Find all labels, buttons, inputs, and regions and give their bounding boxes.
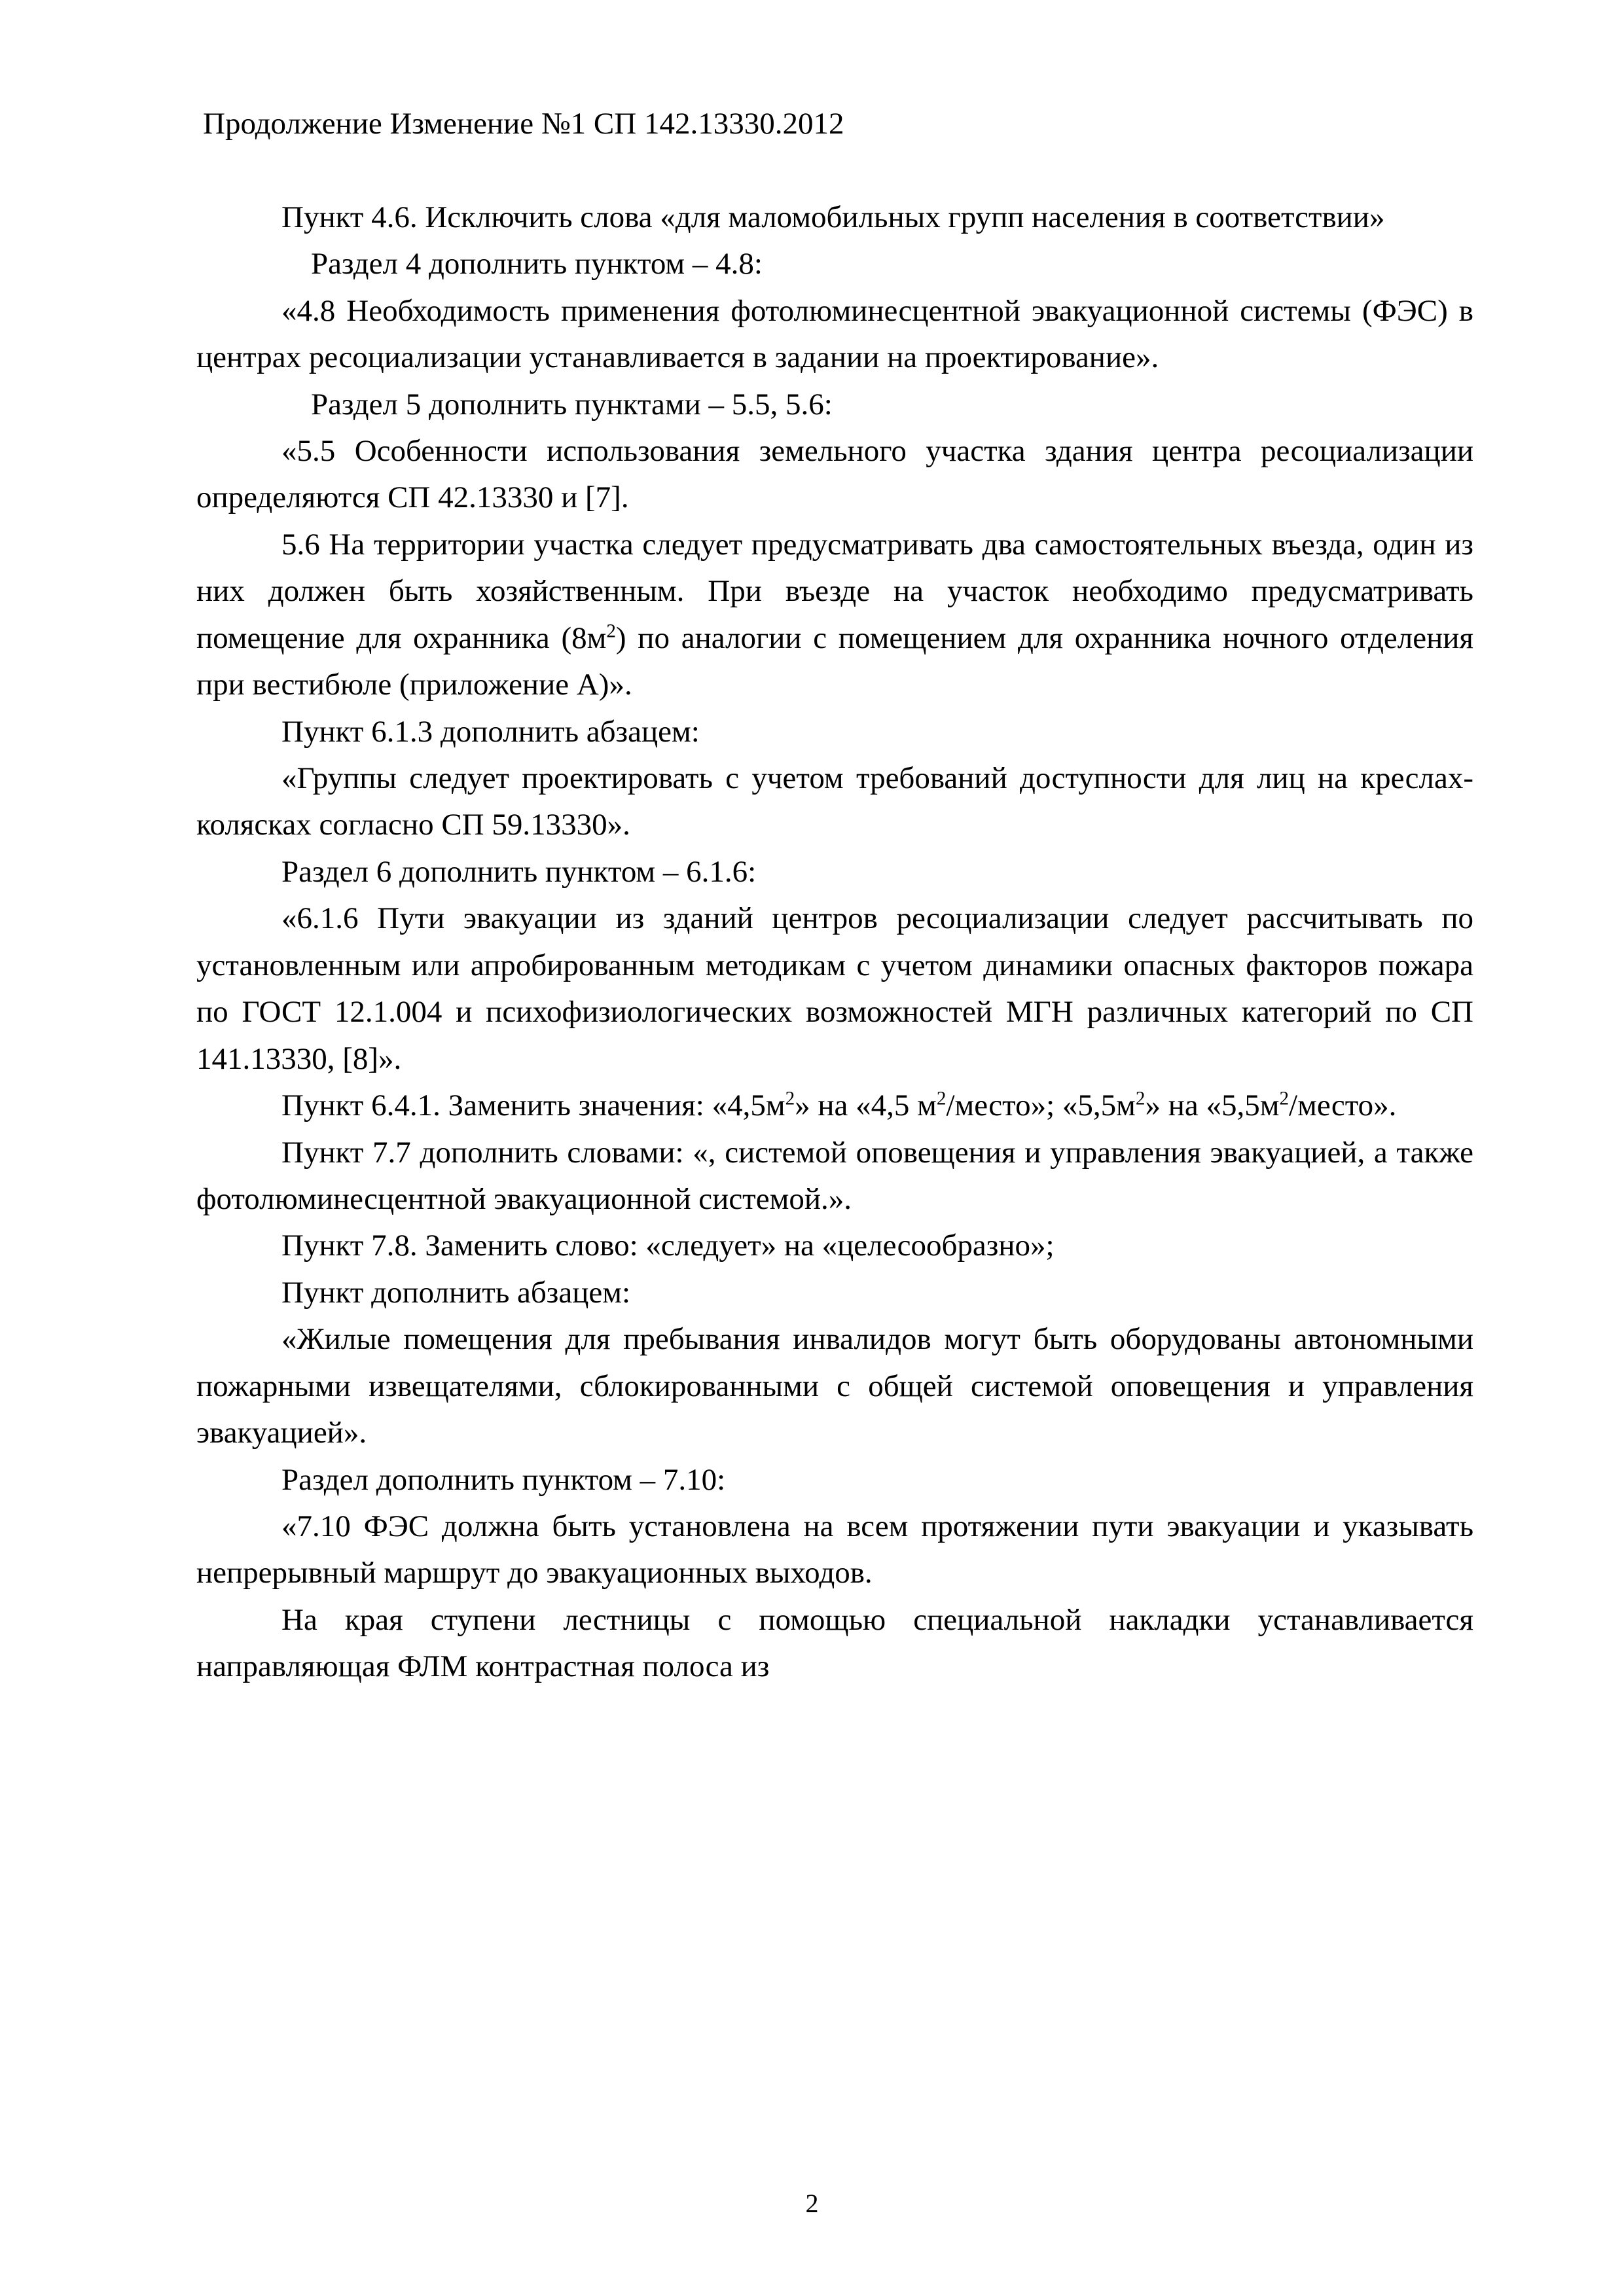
- text-run: «7.10 ФЭС должна быть установлена на всем протяжении пути эвакуации и указывать непрерывный маршрут до эвакуационных выходов.: [196, 1509, 1473, 1590]
- text-run: Пункт 4.6. Исключить слова «для маломобильных групп населения в соответствии»: [281, 200, 1385, 234]
- paragraph-p-kraya: [196, 1597, 1473, 1691]
- text-run: Раздел 6 дополнить пунктом – 6.1.6:: [281, 854, 757, 889]
- superscript-text: 2: [1279, 1088, 1290, 1109]
- text-run: «5.5 Особенности использования земельного участка здания центра ресоциализации определяются СП 42.13330 и [7].: [196, 433, 1473, 515]
- document-body: [196, 194, 1473, 1691]
- text-run: Пункт 7.7 дополнить словами: «, системой оповещения и управления эвакуацией, а также фотолюминесцентной эвакуационной системой.».: [196, 1135, 1473, 1216]
- paragraph-p-razdel-6: [196, 849, 1473, 895]
- page-number: 2: [805, 2189, 819, 2218]
- text-run: На края ступени лестницы с помощью специальной накладки устанавливается направляющая ФЛМ контрастная полоса из: [196, 1602, 1473, 1684]
- text-run: ) по аналогии с помещением для охранника ночного отделения при вестибюле (приложение А)».: [196, 620, 1473, 702]
- text-run: Пункт 7.8. Заменить слово: «следует» на «целесообразно»;: [281, 1229, 1055, 1263]
- text-run: » на «4,5 м: [795, 1088, 937, 1123]
- page-header: Продолжение Изменение №1 СП 142.13330.2012: [203, 107, 844, 141]
- text-run: Раздел 4 дополнить пунктом – 4.8:: [311, 247, 763, 281]
- superscript-text: 2: [785, 1088, 795, 1109]
- paragraph-p-razdel-4: [196, 241, 1473, 287]
- text-run: 5.6 На территории участка следует предусматривать два самостоятельных въезда, один из них должен быть хозяйственным. При въезде на участок необходимо предусматривать помещение для охранника (8м: [196, 527, 1473, 655]
- superscript-text: 2: [1135, 1088, 1146, 1109]
- text-run: /место».: [1289, 1088, 1397, 1123]
- paragraph-p-4-6: [196, 194, 1473, 241]
- paragraph-p-6-1-6: [196, 895, 1473, 1083]
- text-run: » на «5,5м: [1145, 1088, 1280, 1123]
- paragraph-p-5-5: [196, 428, 1473, 522]
- paragraph-p-punkt-abzac: [196, 1270, 1473, 1316]
- text-run: «Жилые помещения для пребывания инвалидов могут быть оборудованы автономными пожарными извещателями, сблокированными с общей системой оповещения и управления эвакуацией».: [196, 1322, 1473, 1450]
- text-run: «4.8 Необходимость применения фотолюминесцентной эвакуационной системы (ФЭС) в центрах ресоциализации устанавливается в задании на проектирование».: [196, 293, 1473, 375]
- paragraph-p-gruppy: [196, 755, 1473, 849]
- superscript-text: 2: [936, 1088, 947, 1109]
- paragraph-p-4-8: [196, 288, 1473, 382]
- text-run: Раздел дополнить пунктом – 7.10:: [281, 1462, 726, 1497]
- paragraph-p-zhilye: [196, 1316, 1473, 1456]
- paragraph-p-razdel-7-10: [196, 1457, 1473, 1503]
- text-run: «Группы следует проектировать с учетом требований доступности для лиц на креслах-колясках согласно СП 59.13330».: [196, 761, 1473, 842]
- text-run: Раздел 5 дополнить пунктами – 5.5, 5.6:: [311, 387, 833, 422]
- paragraph-p-razdel-5: [196, 382, 1473, 428]
- paragraph-p-7-7: [196, 1130, 1473, 1223]
- paragraph-p-6-4-1: [196, 1083, 1473, 1129]
- superscript-text: 2: [606, 620, 616, 642]
- text-run: Пункт 6.4.1. Заменить значения: «4,5м: [281, 1088, 785, 1123]
- paragraph-p-7-10: [196, 1503, 1473, 1597]
- paragraph-p-5-6: [196, 522, 1473, 709]
- text-run: Пункт 6.1.3 дополнить абзацем:: [281, 714, 700, 749]
- paragraph-p-7-8: [196, 1223, 1473, 1269]
- text-run: /место»; «5,5м: [946, 1088, 1136, 1123]
- paragraph-p-6-1-3: [196, 709, 1473, 755]
- text-run: Пункт дополнить абзацем:: [281, 1275, 631, 1310]
- text-run: «6.1.6 Пути эвакуации из зданий центров ресоциализации следует рассчитывать по установленным или апробированным методикам с учетом динамики опасных факторов пожара по ГОСТ 12.1.004 и психофизиологических возможностей МГН различных категорий по СП 141.13330, [8]».: [196, 901, 1473, 1076]
